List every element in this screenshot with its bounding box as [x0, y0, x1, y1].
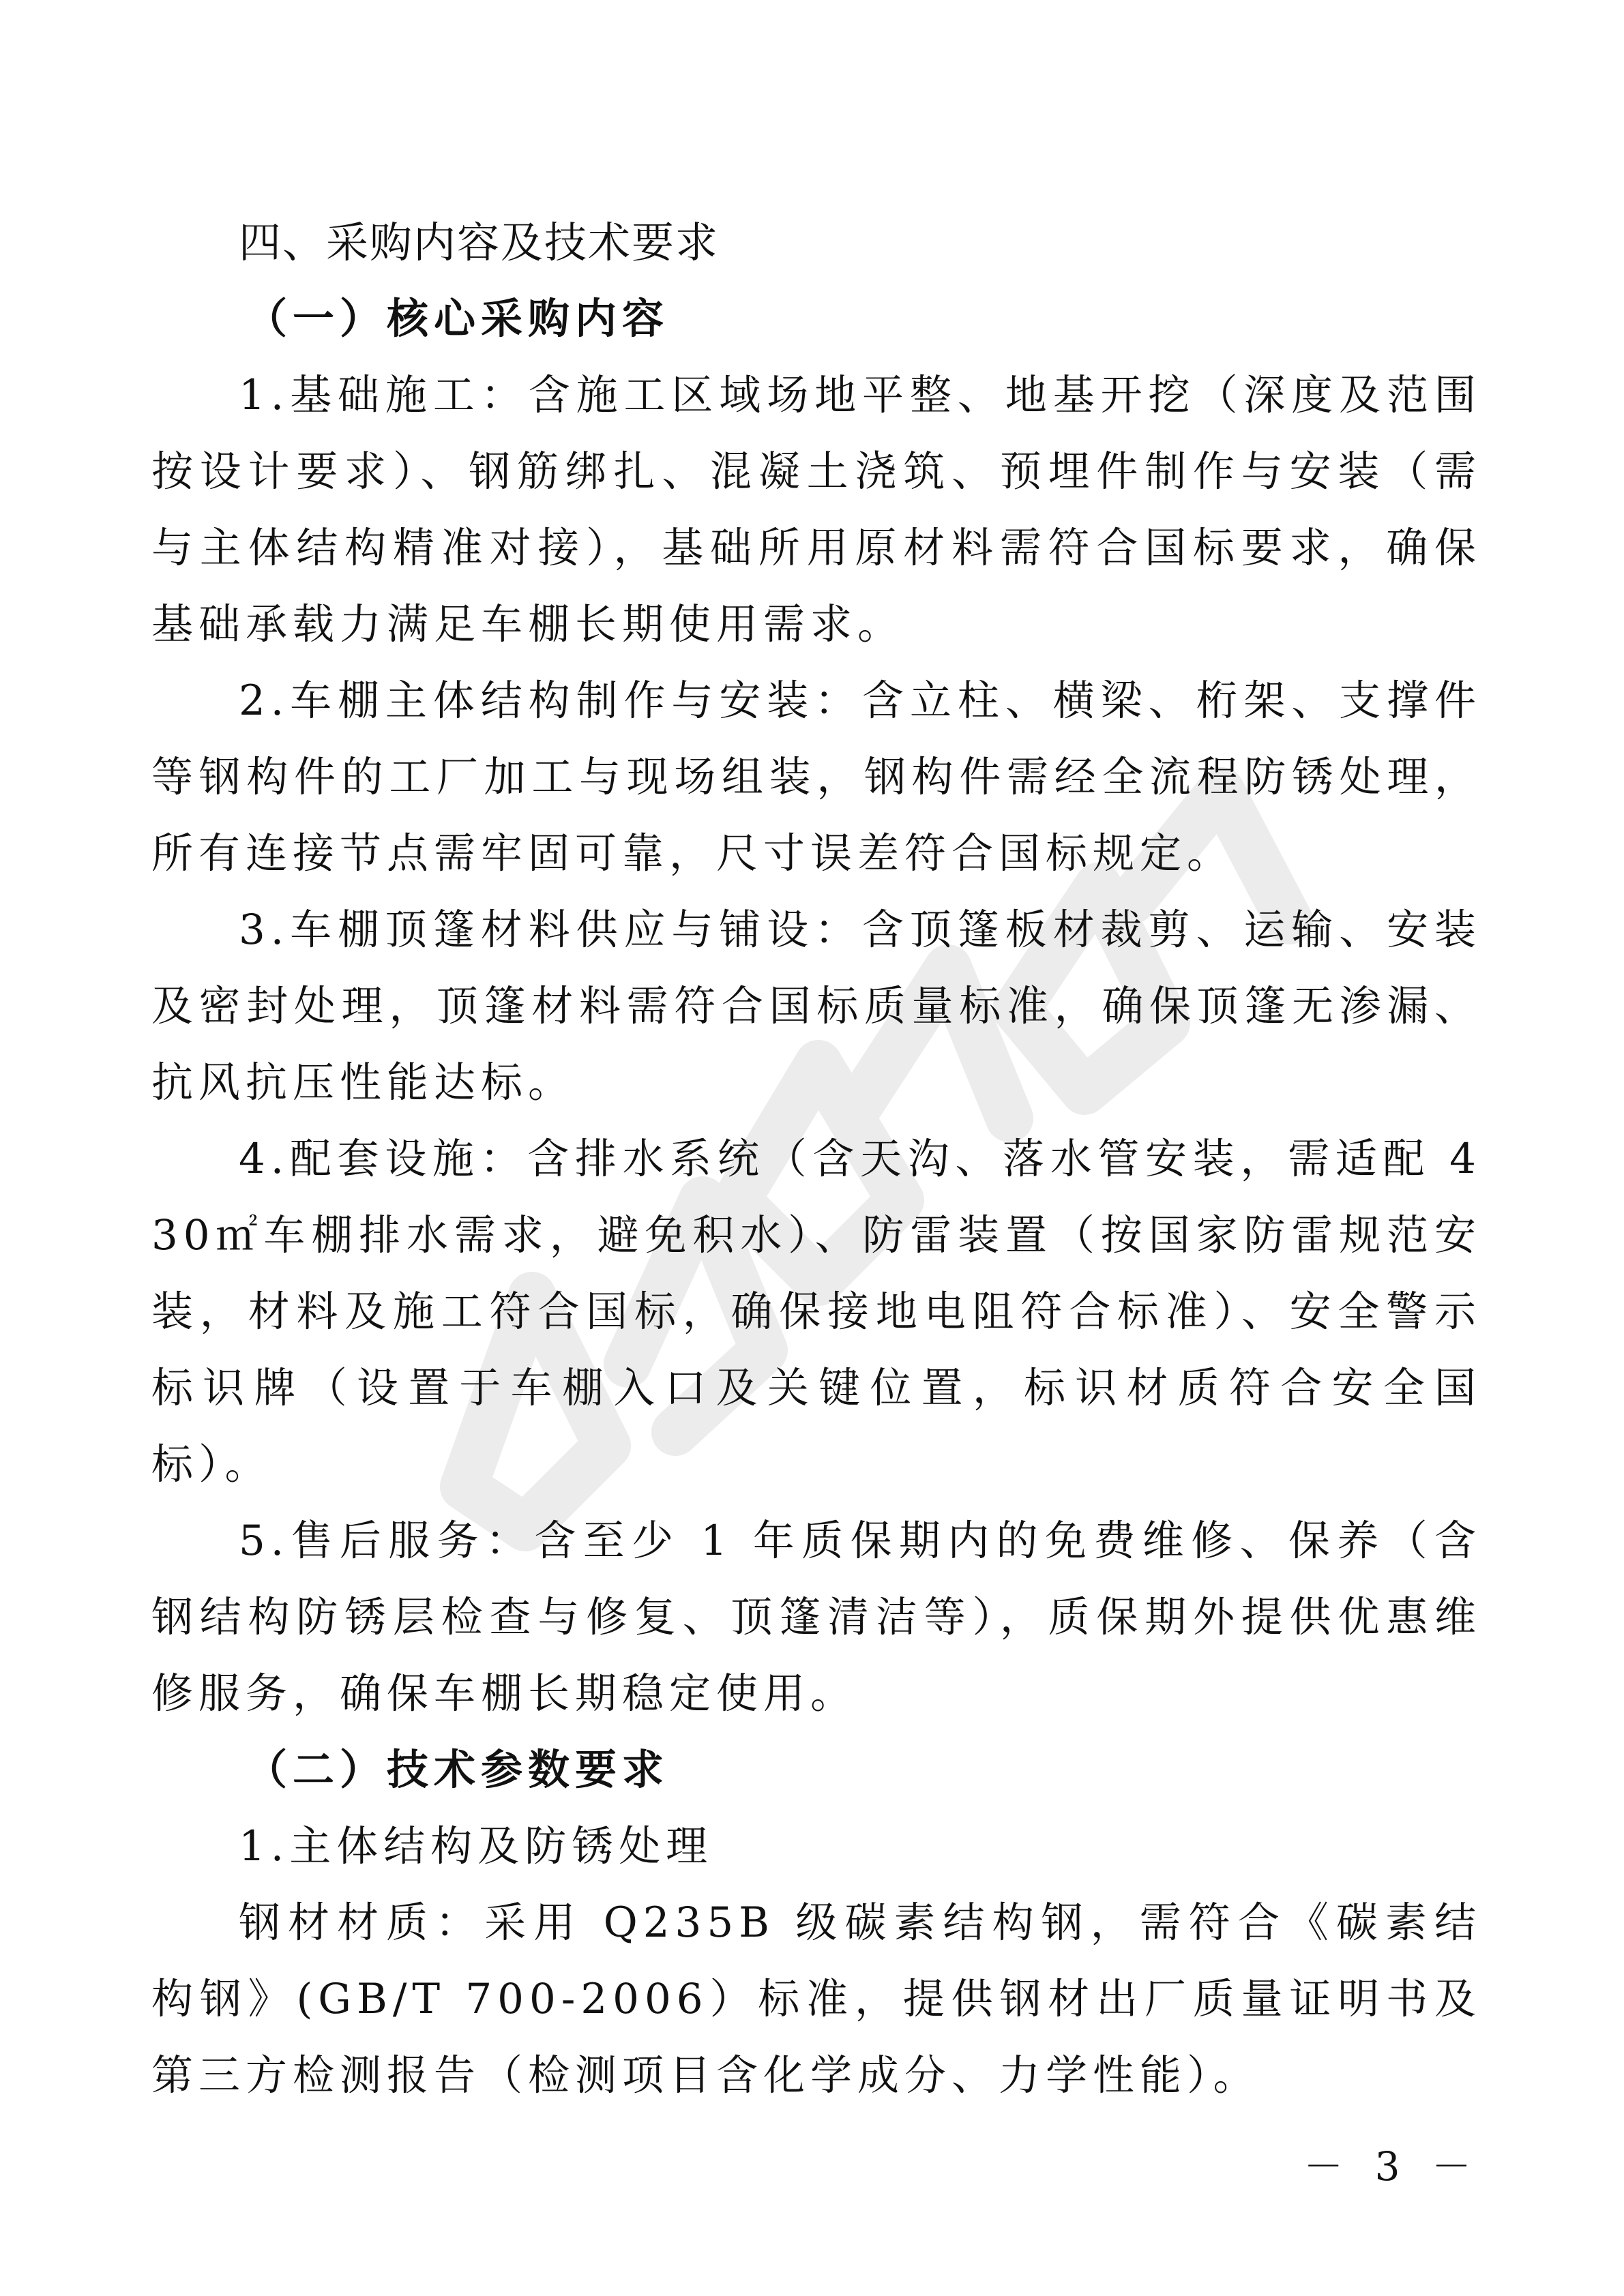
section-title: 四、采购内容及技术要求 — [239, 218, 720, 267]
paragraph-facilities: 4.配套设施：含排水系统（含天沟、落水管安装，需适配 430㎡车棚排水需求，避免积水）、防雷装置（按国家防雷规范安装，材料及施工符合国标，确保接地电阻符合标准）、安全警示标识牌（设置于车棚入口及关键位置，标识材质符合安全国标）。 — [151, 1135, 1481, 1489]
paragraph-after-sales: 5.售后服务：含至少 1 年质保期内的免费维修、保养（含钢结构防锈层检查与修复、顶篷清洁等），质保期外提供优惠维修服务，确保车棚长期稳定使用。 — [151, 1517, 1481, 1718]
paragraph-foundation: 1.基础施工：含施工区域场地平整、地基开挖（深度及范围按设计要求）、钢筋绑扎、混凝土浇筑、预埋件制作与安装（需与主体结构精准对接），基础所用原材料需符合国标要求，确保基础承载力满足车棚长期使用需求。 — [151, 371, 1481, 648]
page-number: － 3 － — [1303, 2143, 1481, 2190]
paragraph-roof-material: 3.车棚顶篷材料供应与铺设：含顶篷板材裁剪、运输、安装及密封处理，顶篷材料需符合国标质量标准，确保顶篷无渗漏、抗风抗压性能达标。 — [151, 906, 1481, 1107]
document-body — [151, 205, 1481, 2114]
paragraph-steel-material: 钢材材质：采用 Q235B 级碳素结构钢，需符合《碳素结构钢》(GB/T 700-2006）标准，提供钢材出厂质量证明书及第三方检测报告（检测项目含化学成分、力学性能）。 — [151, 1898, 1481, 2100]
subsection-title-core: （一）核心采购内容 — [246, 295, 670, 343]
subsection-title-tech: （二）技术参数要求 — [246, 1746, 670, 1794]
item-title-structure: 1.主体结构及防锈处理 — [239, 1822, 713, 1870]
paragraph-main-structure: 2.车棚主体结构制作与安装：含立柱、横梁、桁架、支撑件等钢构件的工厂加工与现场组装，钢构件需经全流程防锈处理，所有连接节点需牢固可靠，尺寸误差符合国标规定。 — [151, 676, 1481, 878]
